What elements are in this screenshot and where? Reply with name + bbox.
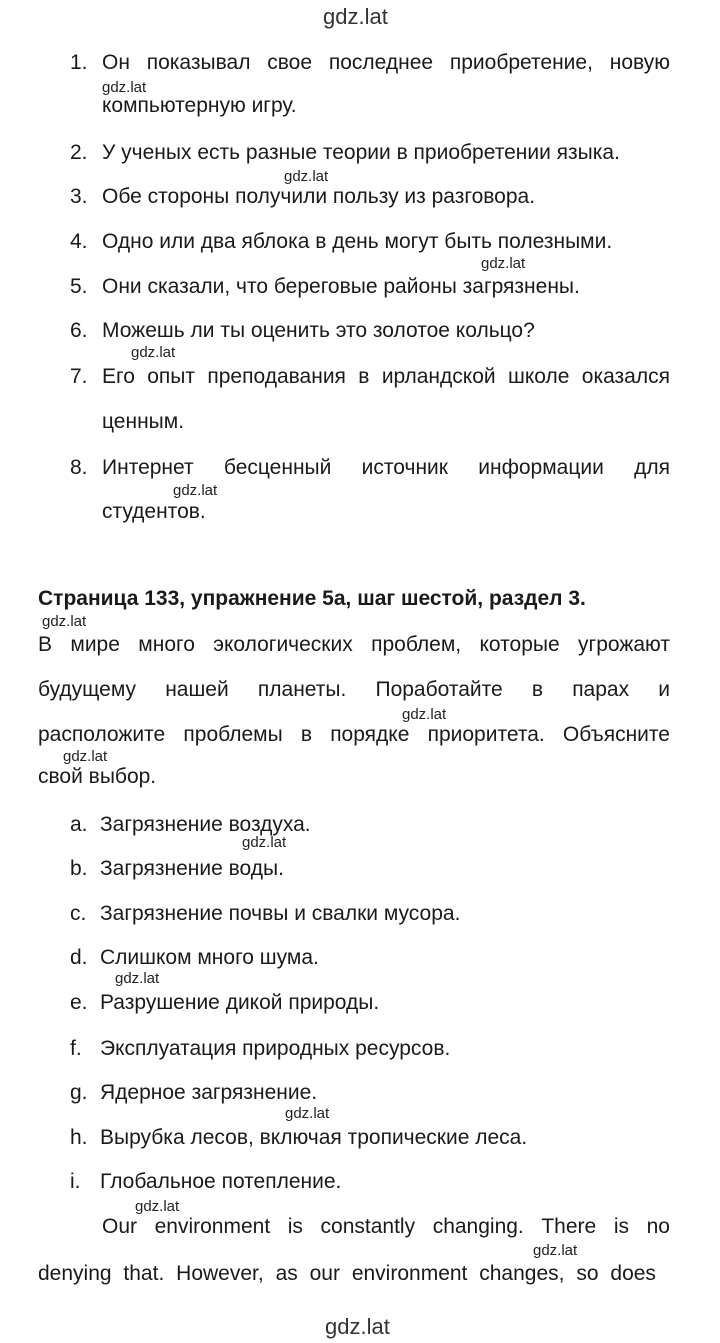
- list-number: 8.: [70, 456, 88, 479]
- watermark: gdz.lat: [323, 4, 388, 29]
- watermark: gdz.lat: [42, 613, 87, 630]
- watermark: gdz.lat: [135, 1198, 180, 1215]
- list-item-text: ценным.: [102, 410, 185, 433]
- list-item-text: Он показывал свое последнее приобретение, новую: [102, 51, 670, 74]
- watermark: gdz.lat: [115, 970, 160, 987]
- paragraph-line: В мире много экологических проблем, которые угрожают: [38, 633, 670, 656]
- list-number: 5.: [70, 275, 88, 298]
- watermark: gdz.lat: [242, 834, 287, 851]
- watermark: gdz.lat: [131, 344, 176, 361]
- list-item-text: компьютерную игру.: [102, 94, 297, 117]
- watermark: gdz.lat: [402, 706, 447, 723]
- list-item-text: Обе стороны получили пользу из разговора.: [102, 185, 536, 208]
- section-heading: Страница 133, упражнение 5а, шаг шестой, раздел 3.: [38, 587, 586, 610]
- list-item-text: У ученых есть разные теории в приобретении языка.: [102, 141, 620, 164]
- list-letter: h.: [70, 1126, 88, 1149]
- watermark: gdz.lat: [284, 168, 329, 185]
- list-item-text: Загрязнение воды.: [100, 857, 284, 880]
- paragraph-line: свой выбор.: [38, 765, 157, 788]
- watermark: gdz.lat: [63, 748, 108, 765]
- list-item-text: Интернет бесценный источник информации для: [102, 456, 670, 479]
- list-item-text: Загрязнение почвы и свалки мусора.: [100, 902, 461, 925]
- list-letter: a.: [70, 813, 88, 836]
- list-number: 7.: [70, 365, 88, 388]
- list-number: 2.: [70, 141, 88, 164]
- watermark: gdz.lat: [325, 1314, 390, 1339]
- list-number: 1.: [70, 51, 88, 74]
- watermark: gdz.lat: [481, 255, 526, 272]
- english-paragraph-line: Our environment is constantly changing. There is no: [102, 1215, 670, 1238]
- watermark: gdz.lat: [102, 79, 147, 96]
- watermark: gdz.lat: [533, 1242, 578, 1259]
- list-item-text: Одно или два яблока в день могут быть полезными.: [102, 230, 613, 253]
- list-letter: e.: [70, 991, 88, 1014]
- list-item-text: Его опыт преподавания в ирландской школе оказался: [102, 365, 670, 388]
- list-letter: d.: [70, 946, 88, 969]
- list-item-text: Ядерное загрязнение.: [100, 1081, 318, 1104]
- list-number: 6.: [70, 319, 88, 342]
- paragraph-line: будущему нашей планеты. Поработайте в парах и: [38, 678, 670, 701]
- list-letter: i.: [70, 1170, 81, 1193]
- list-number: 4.: [70, 230, 88, 253]
- list-item-text: Вырубка лесов, включая тропические леса.: [100, 1126, 528, 1149]
- watermark: gdz.lat: [173, 482, 218, 499]
- list-item-text: Эксплуатация природных ресурсов.: [100, 1037, 451, 1060]
- list-number: 3.: [70, 185, 88, 208]
- list-item-text: студентов.: [102, 500, 206, 523]
- watermark: gdz.lat: [285, 1105, 330, 1122]
- list-item-text: Они сказали, что береговые районы загрязнены.: [102, 275, 580, 298]
- list-item-text: Загрязнение воздуха.: [100, 813, 311, 836]
- list-letter: c.: [70, 902, 87, 925]
- list-letter: b.: [70, 857, 88, 880]
- list-item-text: Слишком много шума.: [100, 946, 319, 969]
- list-item-text: Разрушение дикой природы.: [100, 991, 380, 1014]
- english-paragraph-line: denying that. However, as our environment changes, so does: [38, 1262, 656, 1285]
- list-item-text: Глобальное потепление.: [100, 1170, 342, 1193]
- list-letter: f.: [70, 1037, 82, 1060]
- paragraph-line: расположите проблемы в порядке приоритета. Объясните: [38, 723, 670, 746]
- list-letter: g.: [70, 1081, 88, 1104]
- list-item-text: Можешь ли ты оценить это золотое кольцо?: [102, 319, 535, 342]
